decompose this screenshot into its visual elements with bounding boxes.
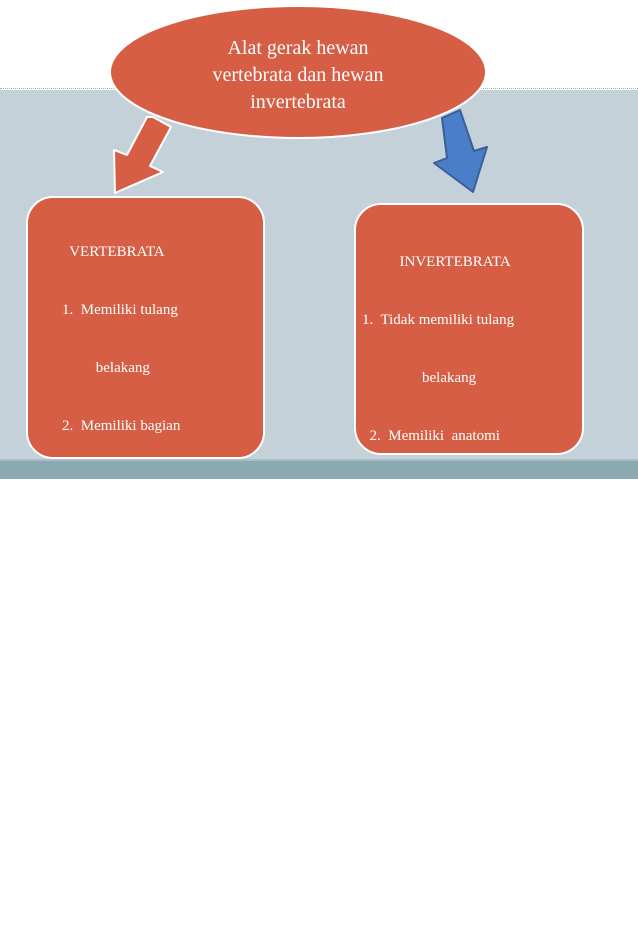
title-line-2: vertebrata dan hewan [212, 63, 384, 86]
invertebrata-line: tubuh yanh masih [362, 486, 492, 503]
invertebrata-line: 2. Memiliki anatomi [362, 428, 500, 445]
vertebrata-line: tubuh spseri kepala, [62, 476, 186, 493]
invertebrata-line: belakang [362, 370, 477, 387]
vertebrata-line: tubuh simetri [62, 826, 165, 842]
vertebrata-line: pencernaan yang [62, 651, 179, 668]
invertebrata-text [362, 214, 582, 893]
title-text [168, 30, 428, 120]
invertebrata-line: tubuh simetri radial [362, 836, 495, 852]
arrow-to-invertebrata [434, 110, 487, 192]
vertebrata-line: 1. Memiliki tulang [62, 302, 178, 319]
invertebrata-line: 4. Memiliki bentuk [362, 777, 500, 794]
invertebrata-line: sederhana [362, 544, 464, 561]
vertebrata-line: bilateral [62, 884, 149, 901]
invertebrata-heading: INVERTEBRATA [362, 253, 511, 270]
vertebrata-line: 3. Memiliki alat [62, 593, 170, 610]
vertebrata-line: leher, dan badan [62, 534, 172, 551]
invertebrata-line: masih sederhana [362, 719, 488, 736]
title-line-1: Alat gerak hewan [227, 36, 369, 59]
vertebrata-line: 2. Memiliki bagian [62, 418, 181, 435]
invertebrata-line: pencernaan yang [362, 661, 490, 678]
invertebrata-line: 1. Tidak memiliki tulang [362, 312, 515, 329]
vertebrata-line: belakang [62, 360, 150, 377]
invertebrata-line: 3. Memiliki alat [362, 603, 485, 620]
vertebrata-heading: VERTEBRATA [62, 243, 165, 260]
vertebrata-line: memanjang [62, 709, 159, 726]
title-line-3: invertebrata [250, 90, 346, 113]
arrow-to-vertebrata [114, 117, 171, 193]
vertebrata-text [62, 204, 262, 941]
vertebrata-line: 4. Memiliki bentuk [62, 767, 182, 784]
